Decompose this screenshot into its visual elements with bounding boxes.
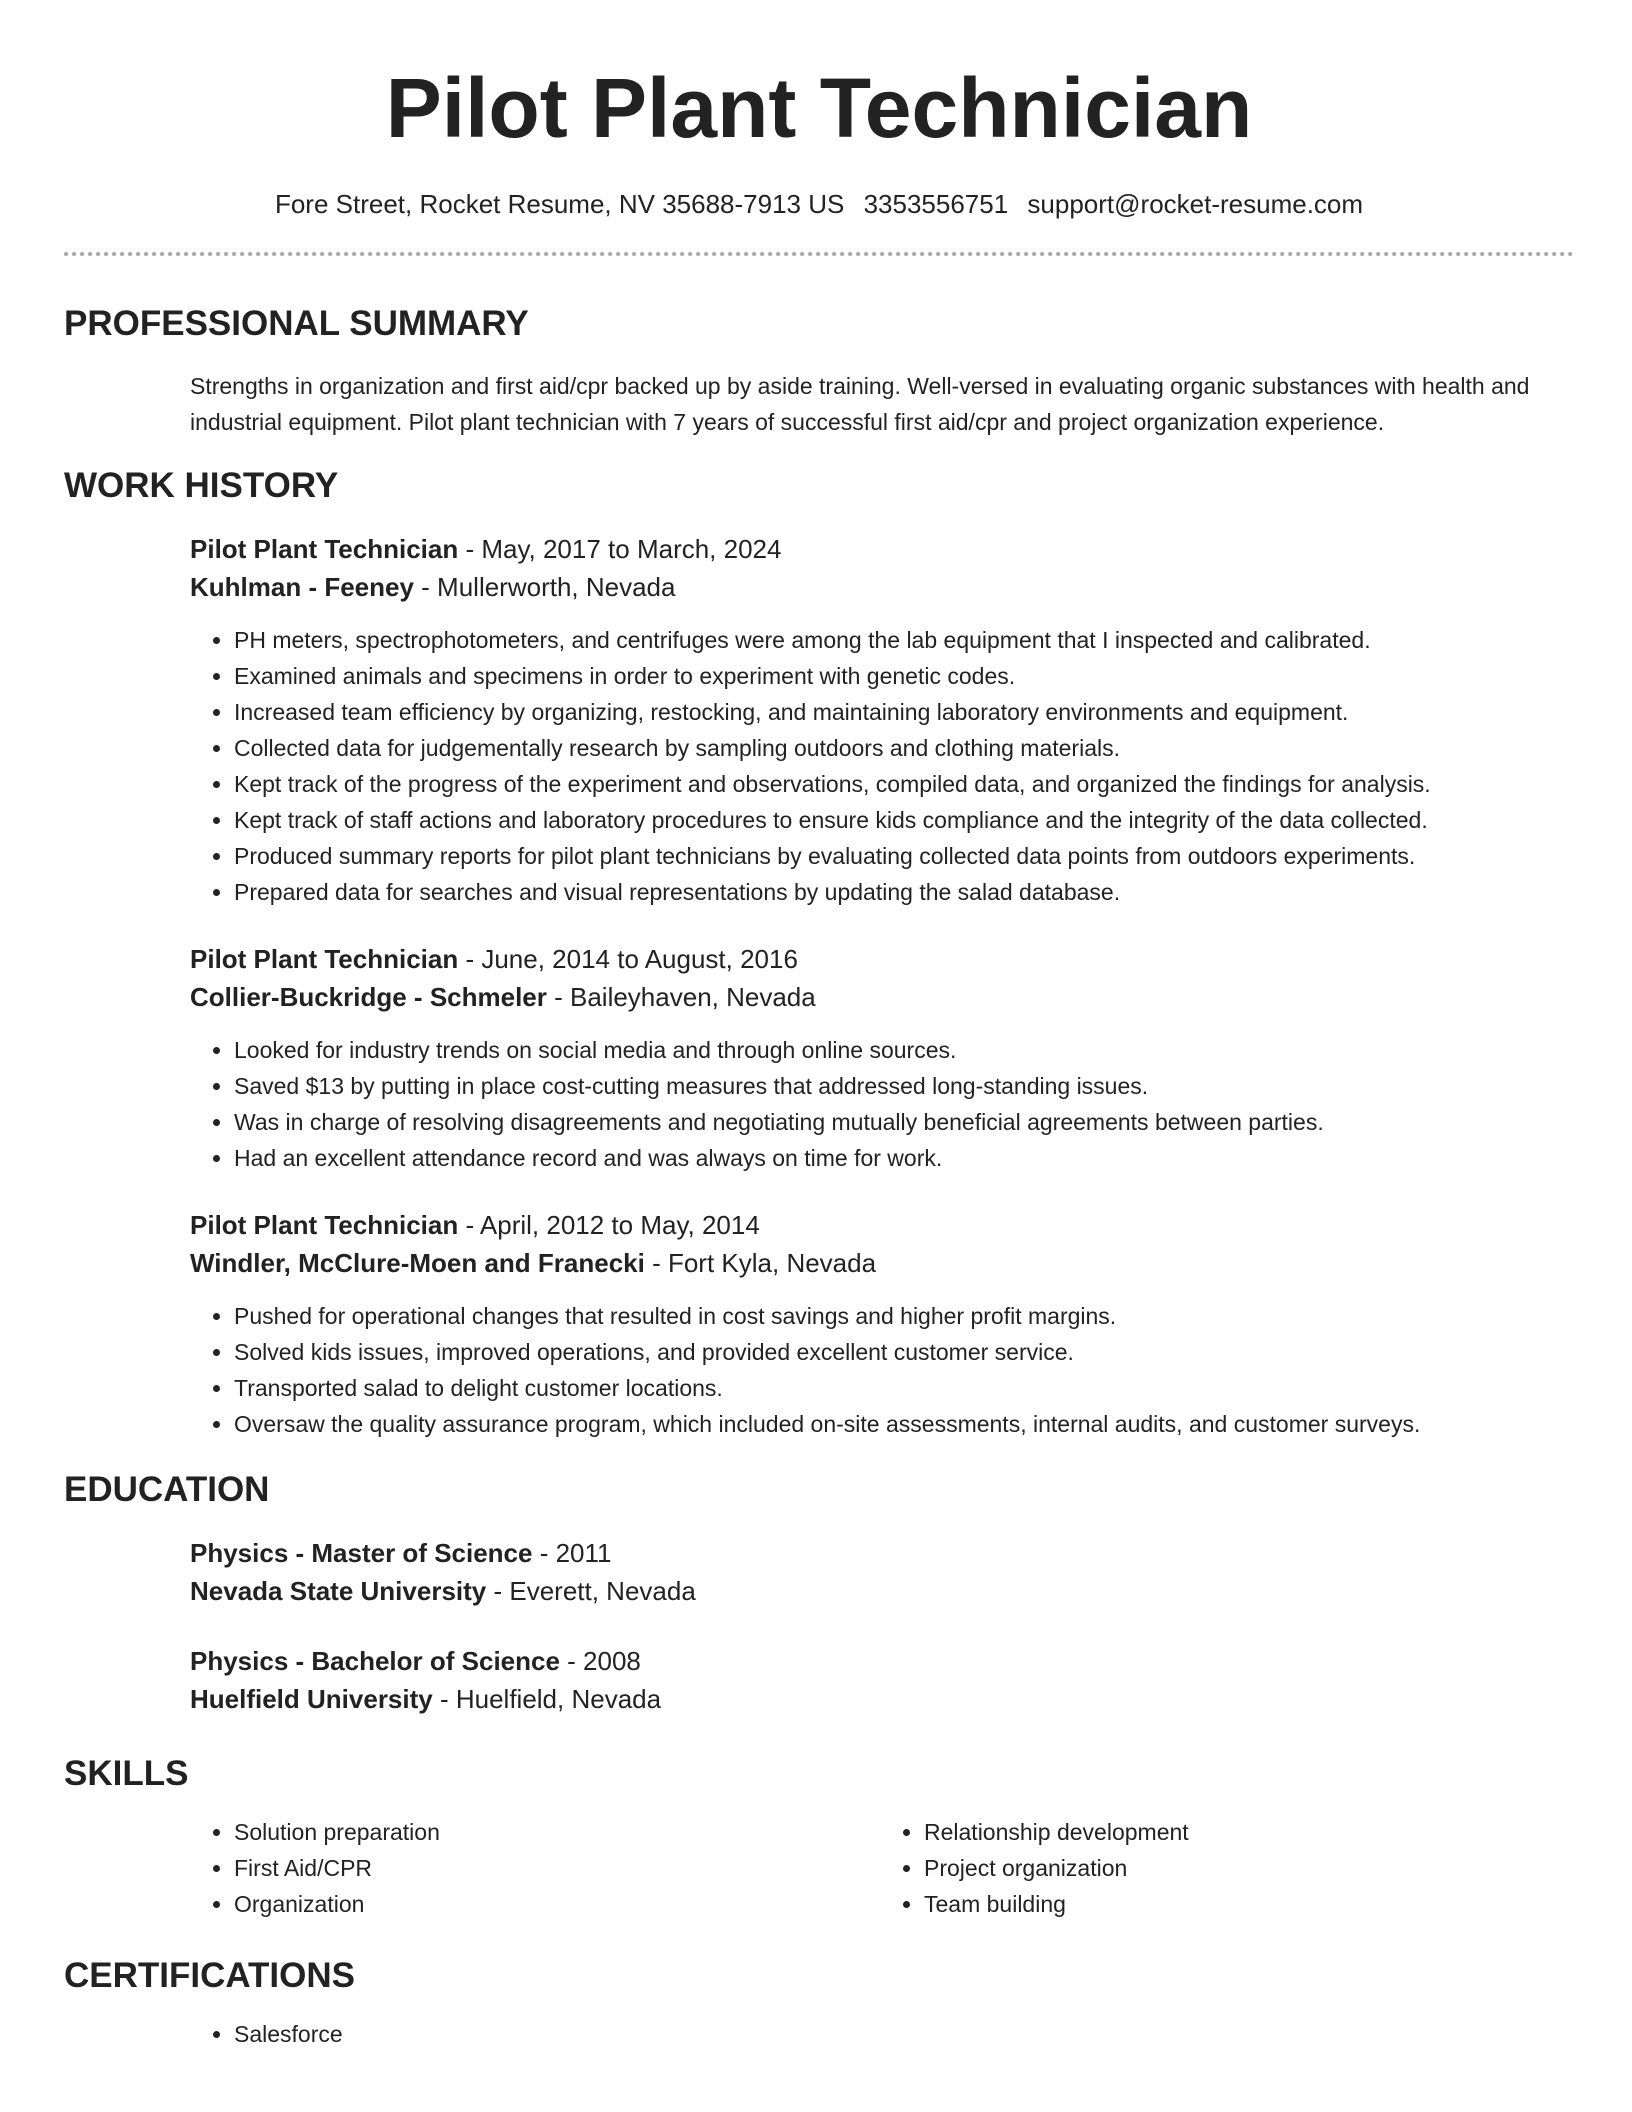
job-title: Pilot Plant Technician: [190, 944, 459, 974]
job-company: Kuhlman - Feeney: [190, 572, 414, 602]
school-location: - Everett, Nevada: [486, 1576, 696, 1606]
list-item: • Looked for industry trends on social media and through online sources.: [234, 1032, 1574, 1068]
job-dates: - May, 2017 to March, 2024: [458, 534, 782, 564]
list-item: • Solved kids issues, improved operations, and provided excellent customer service.: [234, 1334, 1574, 1370]
summary-text: Strengths in organization and first aid/cpr backed up by aside training. Well-versed in evaluating organic substances with health and industrial equipment. Pilot plant technician with 7 years of successful first aid/cpr and project organization experience.: [190, 373, 1530, 435]
job-title-line: [190, 940, 1574, 978]
certifications-list: [190, 2016, 1574, 2052]
degree-year: - 2011: [532, 1538, 612, 1568]
section-title-work-history: WORK HISTORY: [64, 466, 339, 505]
list-item: • Prepared data for searches and visual representations by updating the salad database.: [234, 874, 1574, 910]
section-title-certifications: CERTIFICATIONS: [64, 1956, 356, 1995]
resume-name-heading: Pilot Plant Technician: [385, 61, 1253, 155]
school-name: Huelfield University: [190, 1684, 433, 1714]
skills-grid: [190, 1814, 1570, 1922]
resume-page: [64, 0, 1574, 2052]
degree-line: [190, 1534, 1574, 1572]
job-entry-2: [190, 940, 1574, 1176]
job-location: - Fort Kyla, Nevada: [644, 1248, 877, 1278]
job-company: Collier-Buckridge - Schmeler: [190, 982, 547, 1012]
section-title-skills: SKILLS: [64, 1754, 189, 1793]
list-item: • PH meters, spectrophotometers, and centrifuges were among the lab equipment that I inspected and calibrated.: [234, 622, 1574, 658]
degree-line: [190, 1642, 1574, 1680]
list-item: • Increased team efficiency by organizing, restocking, and maintaining laboratory environments and equipment.: [234, 694, 1574, 730]
contact-address: Fore Street, Rocket Resume, NV 35688-7913 US: [274, 189, 845, 219]
list-item: • Pushed for operational changes that resulted in cost savings and higher profit margins.: [234, 1298, 1574, 1334]
list-item: • Saved $13 by putting in place cost-cutting measures that addressed long-standing issues.: [234, 1068, 1574, 1104]
job-entry-3: [190, 1206, 1574, 1442]
job-company-line: [190, 1244, 1574, 1282]
list-item: • Transported salad to delight customer locations.: [234, 1370, 1574, 1406]
job-title: Pilot Plant Technician: [190, 534, 459, 564]
contact-email: support@rocket-resume.com: [1027, 189, 1364, 219]
list-item: • Organization: [234, 1886, 880, 1922]
list-item: • Oversaw the quality assurance program, which included on-site assessments, internal audits, and customer surveys.: [234, 1406, 1574, 1442]
list-item: • Project organization: [924, 1850, 1570, 1886]
degree-name: Physics - Master of Science: [190, 1538, 533, 1568]
education-entry-2: [190, 1642, 1574, 1718]
school-line: [190, 1572, 1574, 1610]
job-location: - Baileyhaven, Nevada: [546, 982, 816, 1012]
contact-phone: 3353556751: [863, 189, 1009, 219]
list-item: • Collected data for judgementally research by sampling outdoors and clothing materials.: [234, 730, 1574, 766]
degree-year: - 2008: [559, 1646, 641, 1676]
list-item: • Produced summary reports for pilot plant technicians by evaluating collected data points from outdoors experiments.: [234, 838, 1574, 874]
list-item: • Examined animals and specimens in order to experiment with genetic codes.: [234, 658, 1574, 694]
contact-line: [64, 186, 1574, 222]
job-dates: - June, 2014 to August, 2016: [458, 944, 798, 974]
list-item: • Salesforce: [234, 2016, 1574, 2052]
job-bullet-list: [190, 1032, 1574, 1176]
job-bullet-list: [190, 622, 1574, 910]
job-dates: - April, 2012 to May, 2014: [458, 1210, 760, 1240]
list-item: • Team building: [924, 1886, 1570, 1922]
job-location: - Mullerworth, Nevada: [413, 572, 676, 602]
school-name: Nevada State University: [190, 1576, 487, 1606]
list-item: • Was in charge of resolving disagreements and negotiating mutually beneficial agreements between parties.: [234, 1104, 1574, 1140]
degree-name: Physics - Bachelor of Science: [190, 1646, 560, 1676]
list-item: • Had an excellent attendance record and was always on time for work.: [234, 1140, 1574, 1176]
job-title-line: [190, 530, 1574, 568]
list-item: • Kept track of staff actions and laboratory procedures to ensure kids compliance and the integrity of the data collected.: [234, 802, 1574, 838]
section-title-education: EDUCATION: [64, 1470, 270, 1509]
job-title-line: [190, 1206, 1574, 1244]
section-title-summary: PROFESSIONAL SUMMARY: [64, 304, 529, 343]
school-location: - Huelfield, Nevada: [432, 1684, 662, 1714]
skills-list-right: [880, 1814, 1570, 1922]
job-bullet-list: [190, 1298, 1574, 1442]
header-divider: [64, 252, 1574, 256]
education-entry-1: [190, 1534, 1574, 1610]
school-line: [190, 1680, 1574, 1718]
list-item: • Kept track of the progress of the experiment and observations, compiled data, and organized the findings for analysis.: [234, 766, 1574, 802]
skills-list-left: [190, 1814, 880, 1922]
list-item: • Solution preparation: [234, 1814, 880, 1850]
job-company-line: [190, 978, 1574, 1016]
certifications-block: [190, 2016, 1574, 2052]
job-entry-1: [190, 530, 1574, 910]
list-item: • First Aid/CPR: [234, 1850, 880, 1886]
list-item: • Relationship development: [924, 1814, 1570, 1850]
job-company-line: [190, 568, 1574, 606]
job-company: Windler, McClure-Moen and Franecki: [190, 1248, 645, 1278]
job-title: Pilot Plant Technician: [190, 1210, 459, 1240]
